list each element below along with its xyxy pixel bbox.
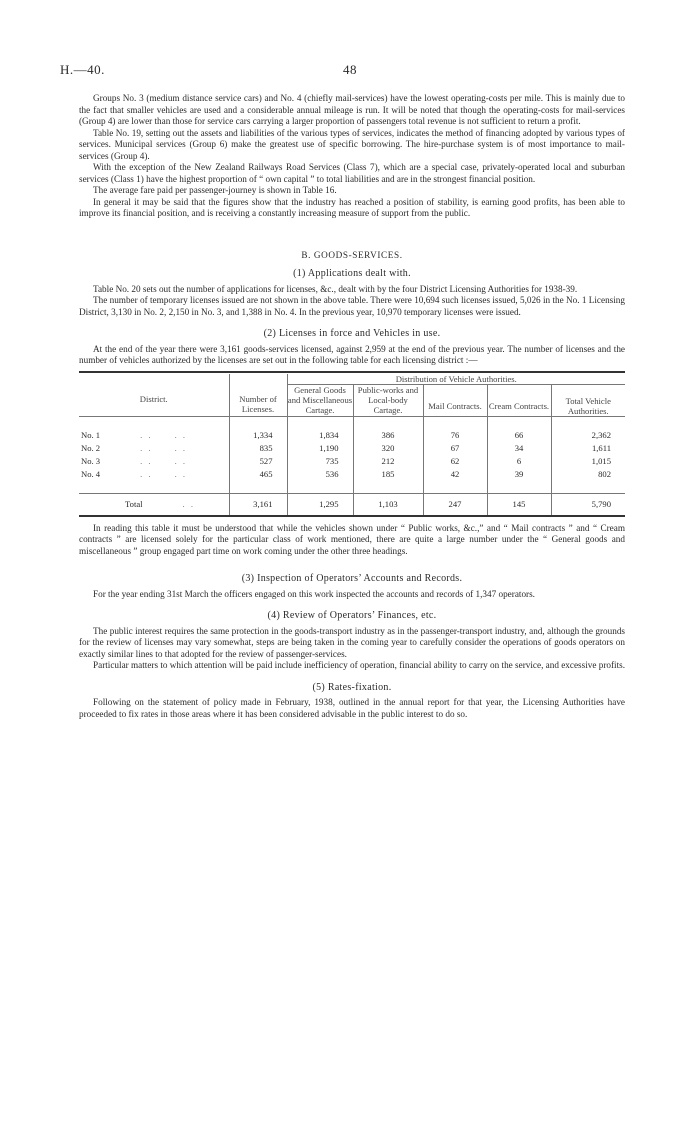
cell-mail: 76 xyxy=(423,429,487,442)
paragraph: Table No. 19, setting out the assets and liabilities of the various types of services, indicates the method of financing adopted by various types of services. Municipal services (Group 6) make the greatest use of specific borrowing. The hire-purchase system is of most importance to mail-services (Group 4). xyxy=(79,127,625,161)
cell-general: 735 xyxy=(287,455,353,468)
leader-dots: . . xyxy=(140,469,153,479)
table-total-row xyxy=(79,493,625,516)
cell-public-works: 1,103 xyxy=(353,493,423,516)
vehicle-authorities-table xyxy=(79,371,625,517)
column-header-general: General Goods and Miscellaneous Cartage. xyxy=(287,384,353,415)
paragraph: Table No. 20 sets out the number of applications for licenses, &c., dealt with by the four District Licensing Authorities for 1938-39. xyxy=(93,283,578,294)
leader-dots: . . xyxy=(140,443,153,453)
paragraph: The public interest requires the same protection in the goods-transport industry as in the passenger-transport industry, and, although the grounds for the review of licenses may vary somewhat, steps are being taken in the coming year to carefully consider the operations of goods operators on exactly similar lines to that adopted for the review of passenger-services. xyxy=(79,625,625,659)
cell-mail: 247 xyxy=(423,493,487,516)
cell-licenses: 3,161 xyxy=(229,493,287,516)
cell-total: 1,611 xyxy=(551,442,625,455)
cell-total: 2,362 xyxy=(551,429,625,442)
cell-public-works: 386 xyxy=(353,429,423,442)
leader-dots: . . xyxy=(174,443,188,453)
cell-licenses: 465 xyxy=(229,468,287,481)
column-header-total: Total Vehicle Authorities. xyxy=(551,384,625,416)
table-row xyxy=(79,455,625,468)
district-label: No. 1 xyxy=(81,430,101,440)
table-row xyxy=(79,442,625,455)
cell-total: 802 xyxy=(551,468,625,481)
leader-dots: . . xyxy=(174,469,188,479)
cell-general: 1,295 xyxy=(287,493,353,516)
cell-public-works: 320 xyxy=(353,442,423,455)
leader-dots: . . xyxy=(140,456,153,466)
district-label: No. 3 xyxy=(81,456,101,466)
subsection-heading: (2) Licenses in force and Vehicles in use. xyxy=(263,328,441,339)
cell-cream: 66 xyxy=(487,429,551,442)
column-header-public-works: Public-works and Local-body Cartage. xyxy=(353,384,423,416)
page-number: 48 xyxy=(343,62,357,77)
paragraph: The number of temporary licenses issued are not shown in the above table. There were 10,694 such licenses issued, 5,026 in the No. 1 Licensing District, 3,130 in No. 2, 2,150 in No. 3, and 1,388 in No. 4. In the previous year, 10,970 temporary licenses were issued. xyxy=(79,295,625,317)
district-label: No. 4 xyxy=(81,469,101,479)
table-row xyxy=(79,429,625,442)
subsection-heading: (1) Applications dealt with. xyxy=(293,268,411,279)
cell-general: 1,190 xyxy=(287,442,353,455)
subsection-heading: (5) Rates-fixation. xyxy=(312,681,392,693)
column-header-licenses: Number of Licenses. xyxy=(229,374,287,417)
paragraph: At the end of the year there were 3,161 goods-services licensed, against 2,959 at the end of the previous year. The number of licenses and the number of vehicles authorized by the licenses are set out in the following table for each licensing district :— xyxy=(79,343,625,365)
cell-mail: 42 xyxy=(423,468,487,481)
column-header-district: District. xyxy=(79,374,229,417)
cell-licenses: 835 xyxy=(229,442,287,455)
cell-total: 5,790 xyxy=(551,493,625,516)
leader-dots: . . xyxy=(174,456,188,466)
paragraph: In general it may be said that the figures show that the industry has reached a position of stability, is earning good profits, has been able to improve its financial position, and is receiving a constantly increasing measure of support from the public. xyxy=(79,196,625,218)
cell-general: 536 xyxy=(287,468,353,481)
distribution-header: Distribution of Vehicle Authorities. xyxy=(287,374,625,385)
cell-mail: 62 xyxy=(423,455,487,468)
page-content xyxy=(79,93,625,720)
subsection-heading: (4) Review of Operators’ Finances, etc. xyxy=(267,610,437,621)
cell-cream: 34 xyxy=(487,442,551,455)
column-header-cream: Cream Contracts. xyxy=(487,384,551,416)
paragraph: For the year ending 31st March the officers engaged on this work inspected the accounts and records of 1,347 operators. xyxy=(93,588,535,599)
cell-cream: 145 xyxy=(487,493,551,516)
leader-dots: . . xyxy=(174,430,188,440)
table-row xyxy=(79,468,625,481)
paragraph: In reading this table it must be understood that while the vehicles shown under “ Public works, &c.,” and “ Mail contracts ” and “ Cream contracts ” are licensed solely for the particular class of work mentioned, there are quite a large number under the “ General goods and miscellaneous ” group engaged part time on work coming under the other three headings. xyxy=(79,522,625,556)
subsection-heading: (3) Inspection of Operators’ Accounts and Records. xyxy=(241,573,463,584)
district-label: No. 2 xyxy=(81,443,101,453)
paragraph: With the exception of the New Zealand Railways Road Services (Class 7), which are a special case, privately-operated local and suburban services (Class 1) have the highest proportion of “ own capital ” to total liabilities and are in the strongest financial position. xyxy=(79,162,625,184)
paragraph: Particular matters to which attention will be paid include inefficiency of operation, financial ability to carry on the service, and excessive profits. xyxy=(93,660,626,670)
total-label: Total xyxy=(125,499,143,509)
leader-dots: . . xyxy=(140,430,153,440)
leader-dots: . . xyxy=(182,499,195,509)
cell-mail: 67 xyxy=(423,442,487,455)
cell-licenses: 527 xyxy=(229,455,287,468)
cell-public-works: 212 xyxy=(353,455,423,468)
paragraph: The average fare paid per passenger-journey is shown in Table 16. xyxy=(93,185,337,195)
cell-licenses: 1,334 xyxy=(229,429,287,442)
cell-public-works: 185 xyxy=(353,468,423,481)
column-header-mail: Mail Contracts. xyxy=(423,384,487,416)
cell-general: 1,834 xyxy=(287,429,353,442)
cell-total: 1,015 xyxy=(551,455,625,468)
cell-cream: 39 xyxy=(487,468,551,481)
report-code: H.—40. xyxy=(60,62,105,77)
paragraph: Following on the statement of policy made in February, 1938, outlined in the annual report for that year, the Licensing Authorities have proceeded to fix rates in those areas where it has been considered advisable in the public interest to do so. xyxy=(79,697,625,719)
section-heading: B. GOODS-SERVICES. xyxy=(301,249,403,260)
paragraph: Groups No. 3 (medium distance service cars) and No. 4 (chiefly mail-services) have the lowest operating-costs per mile. This is mainly due to the fact that smaller vehicles are used and a considerable annual mileage is run. It will be noted that though the operating-costs for mail-services (Group 4) are lower than those for service cars carrying a larger proportion of passengers total revenue is not sufficient to return a profit. xyxy=(79,93,625,126)
cell-cream: 6 xyxy=(487,455,551,468)
